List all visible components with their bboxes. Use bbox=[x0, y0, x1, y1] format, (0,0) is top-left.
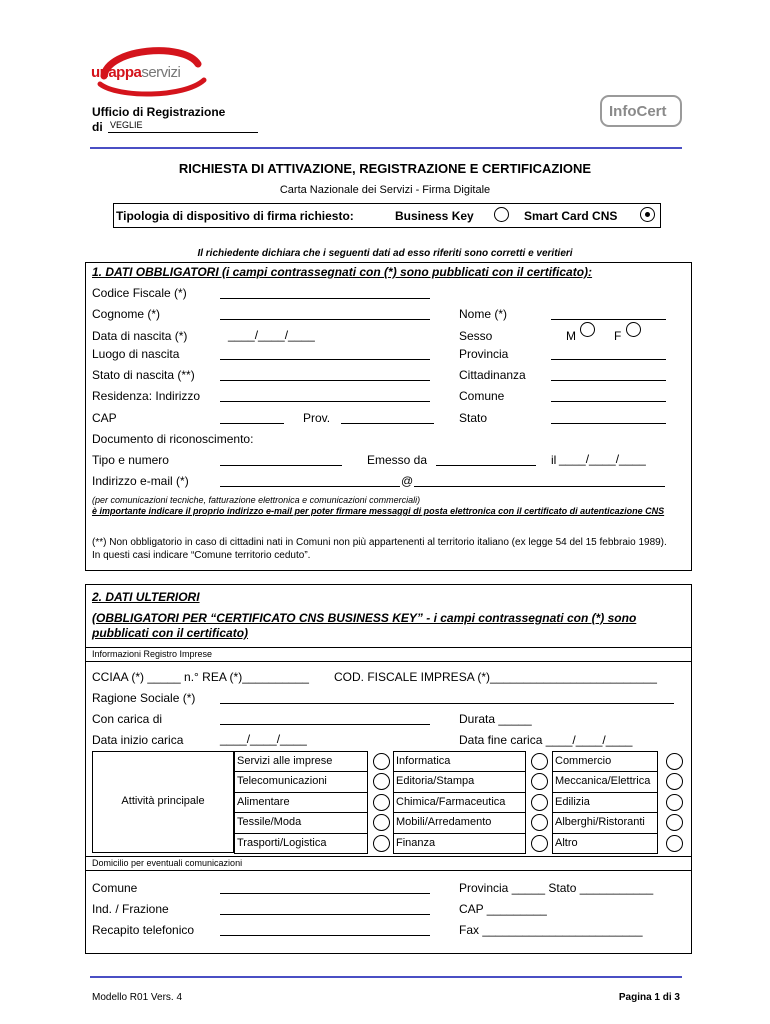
prov-field[interactable] bbox=[341, 423, 434, 424]
activity-radio[interactable] bbox=[531, 753, 548, 770]
data-nascita-field[interactable]: ____/____/____ bbox=[228, 328, 315, 342]
carica-field[interactable] bbox=[220, 724, 430, 725]
comune-field[interactable] bbox=[551, 401, 666, 402]
cognome-label: Cognome (*) bbox=[92, 307, 161, 321]
page-subtitle: Carta Nazionale dei Servizi - Firma Digitale bbox=[279, 184, 491, 196]
activity-label: Tessile/Moda bbox=[237, 816, 302, 829]
nome-field[interactable] bbox=[551, 319, 666, 320]
page-title: RICHIESTA DI ATTIVAZIONE, REGISTRAZIONE E CERTIFICAZIONE bbox=[178, 161, 592, 176]
declaration-text: Il richiedente dichiara che i seguenti dati ad esso riferiti sono corretti e veritieri bbox=[197, 248, 573, 259]
stato-label: Stato bbox=[459, 411, 488, 425]
infocert-text: InfoCert bbox=[609, 103, 667, 120]
activity-radio[interactable] bbox=[531, 794, 548, 811]
activity-radio[interactable] bbox=[373, 835, 390, 852]
section2-title: 2. DATI ULTERIORI bbox=[92, 590, 200, 604]
activity-cell bbox=[234, 812, 368, 833]
office-value: VEGLIE bbox=[110, 120, 143, 130]
activity-cell bbox=[234, 751, 368, 772]
luogo-nascita-label: Luogo di nascita bbox=[92, 347, 180, 361]
domicilio-comune-label: Comune bbox=[92, 881, 138, 895]
activity-cell bbox=[393, 751, 526, 772]
documento-label: Documento di riconoscimento: bbox=[92, 432, 254, 446]
unappa-logo bbox=[88, 42, 212, 100]
domicilio-ind-field[interactable] bbox=[220, 914, 430, 915]
il-label: il bbox=[551, 453, 557, 467]
residenza-label: Residenza: Indirizzo bbox=[92, 389, 201, 403]
activity-label: Editoria/Stampa bbox=[396, 775, 475, 788]
domicilio-ind-label: Ind. / Frazione bbox=[92, 902, 169, 916]
email-domain-field[interactable] bbox=[414, 486, 665, 487]
email-note-important: è importante indicare il proprio indirizzo e-mail per poter firmare messaggi di posta elettronica con il certificato di autenticazione CNS bbox=[92, 506, 665, 516]
cap-field[interactable] bbox=[220, 423, 284, 424]
emesso-da-label: Emesso da bbox=[367, 453, 428, 467]
activity-radio[interactable] bbox=[373, 753, 390, 770]
luogo-nascita-field[interactable] bbox=[220, 359, 430, 360]
cittadinanza-field[interactable] bbox=[551, 380, 666, 381]
activity-cell bbox=[393, 812, 526, 833]
activity-radio[interactable] bbox=[666, 794, 683, 811]
email-note: (per comunicazioni tecniche, fatturazione elettronica e comunicazioni commerciali) bbox=[92, 495, 421, 505]
activity-cell bbox=[234, 792, 368, 813]
attivita-principale-label: Attività principale bbox=[121, 795, 205, 807]
activity-label: Altro bbox=[555, 836, 578, 849]
logo-text-a: unappa bbox=[91, 64, 142, 81]
cognome-field[interactable] bbox=[220, 319, 430, 320]
recapito-telefonico-field[interactable] bbox=[220, 935, 430, 936]
footer-rule bbox=[90, 976, 682, 978]
residenza-field[interactable] bbox=[220, 401, 430, 402]
logo-text-b: servizi bbox=[141, 64, 181, 81]
sesso-f-radio[interactable] bbox=[626, 322, 641, 337]
activity-cell bbox=[552, 833, 658, 854]
activity-radio[interactable] bbox=[666, 753, 683, 770]
cciaa-rea-field[interactable]: CCIAA (*) _____ n.° REA (*)__________ bbox=[92, 670, 309, 684]
prov-label: Prov. bbox=[303, 411, 331, 425]
activity-label: Telecomunicazioni bbox=[237, 775, 327, 788]
activity-cell bbox=[393, 833, 526, 854]
activity-label: Alberghi/Ristoranti bbox=[555, 816, 645, 829]
sesso-label: Sesso bbox=[459, 329, 493, 343]
section1-box bbox=[85, 262, 692, 571]
codice-fiscale-field[interactable] bbox=[220, 298, 430, 299]
activity-label: Finanza bbox=[396, 836, 436, 849]
activity-cell bbox=[393, 771, 526, 792]
provincia-field[interactable] bbox=[551, 359, 666, 360]
emesso-da-field[interactable] bbox=[436, 465, 536, 466]
provincia-label: Provincia bbox=[459, 347, 509, 361]
data-inizio-carica-field[interactable]: ____/____/____ bbox=[220, 732, 307, 746]
cittadinanza-label: Cittadinanza bbox=[459, 368, 526, 382]
domicilio-cap-field[interactable]: CAP _________ bbox=[459, 902, 547, 916]
smart-card-radio[interactable] bbox=[640, 207, 655, 222]
activity-label: Informatica bbox=[396, 755, 451, 767]
email-label: Indirizzo e-mail (*) bbox=[92, 474, 189, 488]
activity-label: Servizi alle imprese bbox=[237, 755, 333, 767]
tipo-numero-field[interactable] bbox=[220, 465, 342, 466]
footer-model: Modello R01 Vers. 4 bbox=[92, 992, 183, 1003]
section2-subtitle: (OBBLIGATORI PER “CERTIFICATO CNS BUSINESS KEY” - i campi contrassegnati con (*) sono pubblicati con il certificato) bbox=[92, 611, 637, 640]
domicilio-provincia-stato-field[interactable]: Provincia _____ Stato ___________ bbox=[459, 881, 654, 895]
stato-nascita-label: Stato di nascita (**) bbox=[92, 368, 195, 382]
office-label: Ufficio di Registrazione bbox=[92, 105, 226, 119]
activity-cell bbox=[234, 771, 368, 792]
nome-label: Nome (*) bbox=[459, 307, 508, 321]
fax-field[interactable]: Fax ________________________ bbox=[459, 923, 643, 937]
domicilio-label: Domicilio per eventuali comunicazioni bbox=[92, 858, 243, 868]
activity-label: Trasporti/Logistica bbox=[237, 836, 327, 849]
data-inizio-carica-label: Data inizio carica bbox=[92, 733, 184, 747]
data-fine-carica-field[interactable]: Data fine carica ____/____/____ bbox=[459, 733, 633, 747]
activity-label: Alimentare bbox=[237, 795, 290, 808]
carica-label: Con carica di bbox=[92, 712, 163, 726]
header-rule bbox=[90, 147, 682, 149]
activity-label: Mobili/Arredamento bbox=[396, 816, 492, 829]
activity-label: Chimica/Farmaceutica bbox=[396, 795, 506, 808]
activity-cell bbox=[552, 771, 658, 792]
sesso-f-label: F bbox=[614, 329, 622, 343]
activity-cell bbox=[552, 812, 658, 833]
codice-fiscale-label: Codice Fiscale (*) bbox=[92, 286, 187, 300]
durata-field[interactable]: Durata _____ bbox=[459, 712, 532, 726]
ragione-sociale-field[interactable] bbox=[220, 703, 674, 704]
cod-fiscale-impresa-field[interactable]: COD. FISCALE IMPRESA (*)_________________________ bbox=[334, 670, 657, 684]
cap-label: CAP bbox=[92, 411, 117, 425]
activity-cell bbox=[552, 751, 658, 772]
device-type-label: Tipologia di dispositivo di firma richiesto: bbox=[116, 209, 354, 223]
ragione-sociale-label: Ragione Sociale (*) bbox=[92, 691, 196, 705]
domicilio-comune-field[interactable] bbox=[220, 893, 430, 894]
office-di: di bbox=[92, 120, 103, 134]
section1-title: 1. DATI OBBLIGATORI (i campi contrassegnati con (*) sono pubblicati con il certificato): bbox=[92, 265, 593, 279]
activity-label: Commercio bbox=[555, 755, 612, 767]
stato-nascita-field[interactable] bbox=[220, 380, 430, 381]
recapito-telefonico-label: Recapito telefonico bbox=[92, 923, 195, 937]
data-nascita-label: Data di nascita (*) bbox=[92, 329, 188, 343]
business-key-label: Business Key bbox=[395, 209, 474, 223]
activity-cell bbox=[234, 833, 368, 854]
stato-field[interactable] bbox=[551, 423, 666, 424]
activity-cell bbox=[393, 792, 526, 813]
email-at: @ bbox=[401, 474, 414, 488]
email-user-field[interactable] bbox=[220, 486, 400, 487]
sesso-m-label: M bbox=[566, 329, 576, 343]
sesso-m-radio[interactable] bbox=[580, 322, 595, 337]
activity-radio[interactable] bbox=[666, 835, 683, 852]
footnote-stato-nascita: (**) Non obbligatorio in caso di cittadini nati in Comuni non più appartenenti al territorio italiano (ex legge 54 del 15 febbraio 1989). In questi casi indicare “Comune territorio ceduto”. bbox=[92, 537, 667, 561]
infocert-logo bbox=[600, 95, 682, 127]
activity-label: Meccanica/Elettrica bbox=[555, 775, 651, 788]
activity-label: Edilizia bbox=[555, 795, 590, 808]
activity-radio[interactable] bbox=[531, 835, 548, 852]
activity-radio[interactable] bbox=[373, 794, 390, 811]
comune-label: Comune bbox=[459, 389, 505, 403]
smart-card-label: Smart Card CNS bbox=[524, 209, 618, 223]
business-key-radio[interactable] bbox=[494, 207, 509, 222]
activity-cell bbox=[552, 792, 658, 813]
il-date-field[interactable]: ____/____/____ bbox=[559, 452, 646, 466]
registro-imprese-label: Informazioni Registro Imprese bbox=[92, 649, 213, 659]
footer-page: Pagina 1 di 3 bbox=[618, 992, 680, 1003]
tipo-numero-label: Tipo e numero bbox=[92, 453, 169, 467]
